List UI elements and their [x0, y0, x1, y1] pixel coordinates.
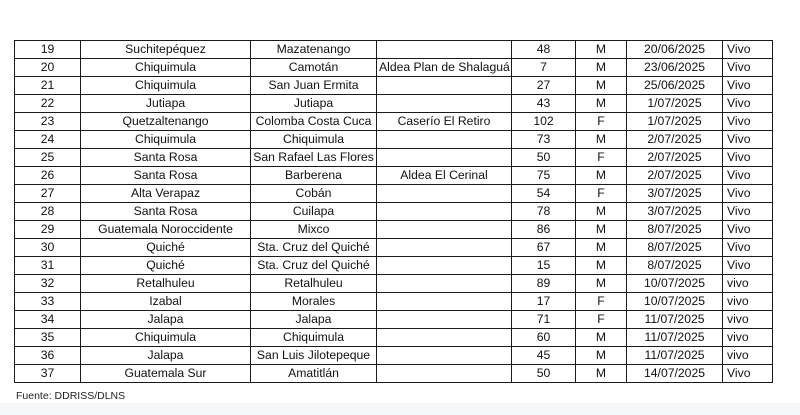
status-cell: Vivo	[723, 41, 773, 59]
sex-cell: M	[576, 167, 627, 185]
date-cell: 2/07/2025	[627, 167, 723, 185]
case-number-cell: 24	[15, 131, 81, 149]
sex-cell: M	[576, 275, 627, 293]
status-cell: Vivo	[723, 131, 773, 149]
status-cell: Vivo	[723, 239, 773, 257]
locality-cell	[377, 41, 512, 59]
municipality-cell: Retalhuleu	[251, 275, 377, 293]
case-number-cell: 21	[15, 77, 81, 95]
case-number-cell: 29	[15, 221, 81, 239]
area-cell: Alta Verapaz	[81, 185, 251, 203]
area-cell: Chiquimula	[81, 329, 251, 347]
status-cell: vivo	[723, 311, 773, 329]
age-cell: 75	[512, 167, 576, 185]
status-cell: Vivo	[723, 149, 773, 167]
area-cell: Santa Rosa	[81, 167, 251, 185]
age-cell: 73	[512, 131, 576, 149]
case-number-cell: 20	[15, 59, 81, 77]
locality-cell	[377, 221, 512, 239]
date-cell: 2/07/2025	[627, 149, 723, 167]
case-number-cell: 35	[15, 329, 81, 347]
area-cell: Retalhuleu	[81, 275, 251, 293]
date-cell: 1/07/2025	[627, 95, 723, 113]
locality-cell: Aldea Plan de Shalaguá	[377, 59, 512, 77]
source-note: Fuente: DDRISS/DLNS	[16, 390, 126, 402]
age-cell: 50	[512, 365, 576, 383]
case-number-cell: 31	[15, 257, 81, 275]
sex-cell: M	[576, 41, 627, 59]
table-row	[15, 113, 773, 131]
date-cell: 8/07/2025	[627, 257, 723, 275]
status-cell: vivo	[723, 293, 773, 311]
locality-cell	[377, 239, 512, 257]
sex-cell: M	[576, 257, 627, 275]
locality-cell	[377, 365, 512, 383]
age-cell: 43	[512, 95, 576, 113]
date-cell: 11/07/2025	[627, 347, 723, 365]
municipality-cell: Colomba Costa Cuca	[251, 113, 377, 131]
case-number-cell: 32	[15, 275, 81, 293]
locality-cell	[377, 95, 512, 113]
sex-cell: M	[576, 347, 627, 365]
municipality-cell: Sta. Cruz del Quiché	[251, 257, 377, 275]
status-cell: Vivo	[723, 365, 773, 383]
municipality-cell: Amatitlán	[251, 365, 377, 383]
cases-table-body	[15, 41, 773, 383]
table-row	[15, 239, 773, 257]
age-cell: 50	[512, 149, 576, 167]
sex-cell: F	[576, 185, 627, 203]
status-cell: Vivo	[723, 203, 773, 221]
area-cell: Chiquimula	[81, 59, 251, 77]
locality-cell	[377, 347, 512, 365]
municipality-cell: Camotán	[251, 59, 377, 77]
status-cell: vivo	[723, 275, 773, 293]
status-cell: Vivo	[723, 59, 773, 77]
area-cell: Jalapa	[81, 347, 251, 365]
date-cell: 1/07/2025	[627, 113, 723, 131]
locality-cell	[377, 149, 512, 167]
table-row	[15, 257, 773, 275]
date-cell: 10/07/2025	[627, 275, 723, 293]
municipality-cell: Mixco	[251, 221, 377, 239]
municipality-cell: Sta. Cruz del Quiché	[251, 239, 377, 257]
area-cell: Chiquimula	[81, 131, 251, 149]
case-number-cell: 34	[15, 311, 81, 329]
locality-cell	[377, 275, 512, 293]
sex-cell: F	[576, 149, 627, 167]
locality-cell: Caserío El Retiro	[377, 113, 512, 131]
case-number-cell: 19	[15, 41, 81, 59]
case-number-cell: 33	[15, 293, 81, 311]
status-cell: vivo	[723, 329, 773, 347]
area-cell: Quiché	[81, 239, 251, 257]
status-cell: Vivo	[723, 167, 773, 185]
date-cell: 14/07/2025	[627, 365, 723, 383]
date-cell: 10/07/2025	[627, 293, 723, 311]
municipality-cell: Cuilapa	[251, 203, 377, 221]
age-cell: 15	[512, 257, 576, 275]
table-row	[15, 149, 773, 167]
age-cell: 45	[512, 347, 576, 365]
table-row	[15, 329, 773, 347]
status-cell: Vivo	[723, 113, 773, 131]
municipality-cell: Chiquimula	[251, 131, 377, 149]
cases-table	[14, 40, 773, 383]
status-cell: Vivo	[723, 257, 773, 275]
age-cell: 89	[512, 275, 576, 293]
date-cell: 8/07/2025	[627, 239, 723, 257]
locality-cell	[377, 131, 512, 149]
sex-cell: M	[576, 365, 627, 383]
age-cell: 54	[512, 185, 576, 203]
area-cell: Quiché	[81, 257, 251, 275]
area-cell: Suchitepéquez	[81, 41, 251, 59]
table-row	[15, 275, 773, 293]
locality-cell	[377, 293, 512, 311]
status-cell: Vivo	[723, 185, 773, 203]
table-row	[15, 221, 773, 239]
municipality-cell: Morales	[251, 293, 377, 311]
table-row	[15, 77, 773, 95]
date-cell: 8/07/2025	[627, 221, 723, 239]
table-row	[15, 311, 773, 329]
locality-cell	[377, 257, 512, 275]
municipality-cell: Cobán	[251, 185, 377, 203]
date-cell: 23/06/2025	[627, 59, 723, 77]
municipality-cell: Mazatenango	[251, 41, 377, 59]
area-cell: Jutiapa	[81, 95, 251, 113]
case-number-cell: 36	[15, 347, 81, 365]
case-number-cell: 37	[15, 365, 81, 383]
date-cell: 3/07/2025	[627, 185, 723, 203]
locality-cell: Aldea El Cerinal	[377, 167, 512, 185]
sex-cell: F	[576, 311, 627, 329]
table-row	[15, 95, 773, 113]
sex-cell: F	[576, 113, 627, 131]
status-cell: Vivo	[723, 221, 773, 239]
table-row	[15, 185, 773, 203]
age-cell: 67	[512, 239, 576, 257]
case-number-cell: 22	[15, 95, 81, 113]
locality-cell	[377, 329, 512, 347]
age-cell: 86	[512, 221, 576, 239]
case-number-cell: 27	[15, 185, 81, 203]
age-cell: 102	[512, 113, 576, 131]
age-cell: 17	[512, 293, 576, 311]
sex-cell: M	[576, 131, 627, 149]
table-row	[15, 131, 773, 149]
age-cell: 78	[512, 203, 576, 221]
sex-cell: M	[576, 77, 627, 95]
age-cell: 71	[512, 311, 576, 329]
area-cell: Santa Rosa	[81, 203, 251, 221]
case-number-cell: 26	[15, 167, 81, 185]
age-cell: 27	[512, 77, 576, 95]
sex-cell: M	[576, 221, 627, 239]
sex-cell: M	[576, 59, 627, 77]
table-row	[15, 293, 773, 311]
locality-cell	[377, 77, 512, 95]
sex-cell: F	[576, 293, 627, 311]
municipality-cell: San Luis Jilotepeque	[251, 347, 377, 365]
sex-cell: M	[576, 95, 627, 113]
status-cell: Vivo	[723, 77, 773, 95]
locality-cell	[377, 203, 512, 221]
area-cell: Jalapa	[81, 311, 251, 329]
municipality-cell: Chiquimula	[251, 329, 377, 347]
table-row	[15, 167, 773, 185]
table-row	[15, 203, 773, 221]
case-number-cell: 28	[15, 203, 81, 221]
date-cell: 11/07/2025	[627, 311, 723, 329]
locality-cell	[377, 185, 512, 203]
date-cell: 25/06/2025	[627, 77, 723, 95]
age-cell: 60	[512, 329, 576, 347]
area-cell: Quetzaltenango	[81, 113, 251, 131]
age-cell: 48	[512, 41, 576, 59]
area-cell: Guatemala Noroccidente	[81, 221, 251, 239]
municipality-cell: Barberena	[251, 167, 377, 185]
status-cell: Vivo	[723, 95, 773, 113]
table-row	[15, 59, 773, 77]
area-cell: Chiquimula	[81, 77, 251, 95]
area-cell: Santa Rosa	[81, 149, 251, 167]
case-number-cell: 23	[15, 113, 81, 131]
area-cell: Izabal	[81, 293, 251, 311]
table-row	[15, 41, 773, 59]
sex-cell: M	[576, 203, 627, 221]
date-cell: 3/07/2025	[627, 203, 723, 221]
date-cell: 11/07/2025	[627, 329, 723, 347]
sex-cell: M	[576, 239, 627, 257]
table-row	[15, 347, 773, 365]
faded-watermark-band	[0, 403, 800, 415]
municipality-cell: San Rafael Las Flores	[251, 149, 377, 167]
date-cell: 2/07/2025	[627, 131, 723, 149]
municipality-cell: Jutiapa	[251, 95, 377, 113]
municipality-cell: Jalapa	[251, 311, 377, 329]
date-cell: 20/06/2025	[627, 41, 723, 59]
case-number-cell: 25	[15, 149, 81, 167]
locality-cell	[377, 311, 512, 329]
municipality-cell: San Juan Ermita	[251, 77, 377, 95]
age-cell: 7	[512, 59, 576, 77]
case-number-cell: 30	[15, 239, 81, 257]
area-cell: Guatemala Sur	[81, 365, 251, 383]
status-cell: vivo	[723, 347, 773, 365]
sex-cell: M	[576, 329, 627, 347]
table-row	[15, 365, 773, 383]
